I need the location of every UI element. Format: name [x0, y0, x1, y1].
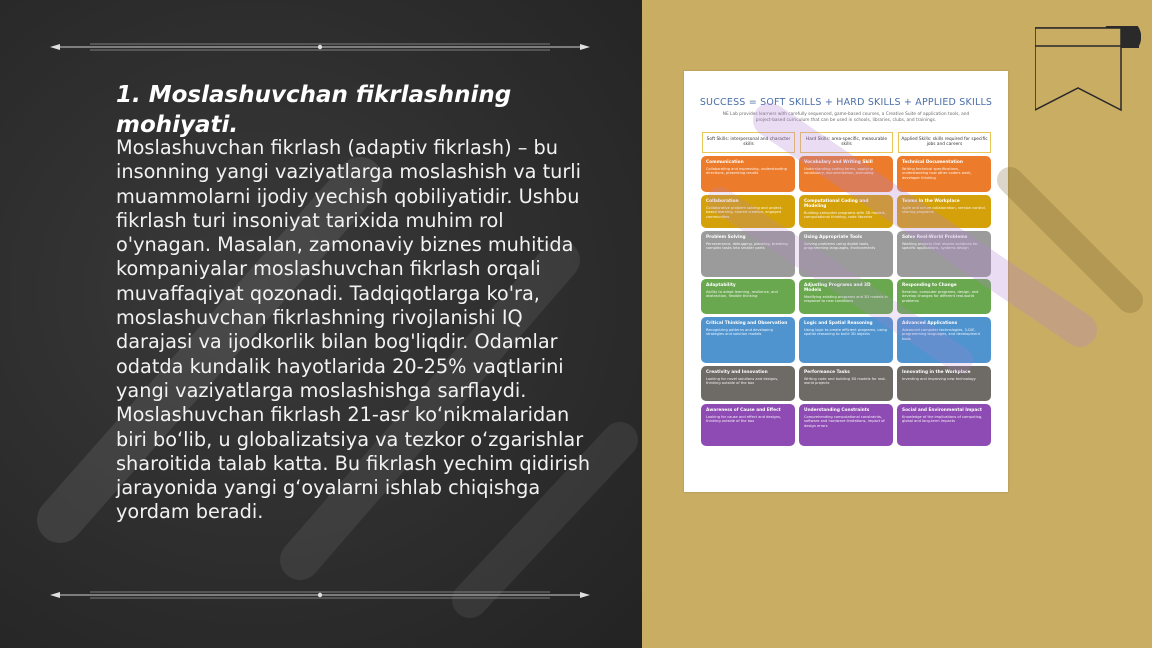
skill-tile-title: Solve Real-World Problems [902, 235, 968, 240]
skill-tile-title: Vocabulary and Writing Skill [804, 160, 873, 165]
skill-tile-title: Computational Coding and Modeling [804, 199, 869, 209]
skill-tile-title: Advanced Applications [902, 321, 958, 326]
skill-tile-title: Teams in the Workplace [902, 199, 960, 204]
skill-tile [701, 195, 795, 228]
skill-tile-description: Writing technical specifications, understanding how other coders work, developer thinking [902, 167, 972, 180]
skill-tile-description: Using logic to create efficient programs, using spatial reasoning to build 3D objects [804, 328, 888, 337]
skill-tile-description: Collaborating and expressing, understanding directions, presenting results [706, 167, 787, 176]
top-ornament-divider [50, 40, 590, 54]
skill-tile-description: Inventing and improving new technology [902, 377, 976, 381]
skill-tile [897, 195, 991, 228]
skill-tile [897, 317, 991, 363]
skill-tile-description: Knowledge of the implications of computing, global and long-term impacts [902, 415, 983, 424]
skill-tile-title: Logic and Spatial Reasoning [804, 321, 873, 326]
skills-infographic [684, 71, 1008, 492]
skill-tile-title: Communication [706, 160, 744, 165]
column-header-hard-skills: Hard Skills: area-specific, measurable skills [800, 132, 893, 153]
slide-body-text: Moslashuvchan fikrlash (adaptiv fikrlash) – bu insonning yangi vaziyatlarga moslashish va turli muammolarni ijodiy yechish qobiliyatidir. Ushbu fikrlash turi insoniyat tarixida muhim rol o'ynagan. Masalan, zamonaviy biznes muhitida kompaniyalar moslashuvchan fikrlash orqali muvaffaqiyat qozonadi. Tadqiqotlarga ko'ra, moslashuvchan fikrlashning rivojlanishi IQ darajasi va ijodkorlik bilan bog'liqdir. Odamlar odatda kundalik hayotlarida 20-25% vaqtlarini yangi vaziyatlarga moslashishga sarflaydi. Moslashuvchan fikrlash 21-asr ko‘nikmalaridan biri bo‘lib, u globalizatsiya va tezkor o‘zgarishlar sharoitida talab katta. Bu fikrlash yechim qidirish jarayonida yangi g‘oyalarni ishlab chiqishga yordam beradi. [116, 136, 591, 524]
skill-tile-description: Writing code and building 3D models for real-world projects [804, 377, 886, 386]
skill-tile [799, 195, 893, 228]
skill-tile-description: Perseverance, debugging, planning, breaking complex tasks into smaller parts [706, 242, 788, 251]
skill-tile-title: Technical Documentation [902, 160, 963, 165]
skill-tile-description: Solving problems using digital tools, programming languages, environments [804, 242, 876, 251]
skill-tile-title: Problem Solving [706, 235, 746, 240]
skill-tile-title: Creativity and Innovation [706, 370, 768, 375]
skill-tile [701, 404, 795, 446]
skill-tile [799, 404, 893, 446]
skill-tile [897, 404, 991, 446]
infographic-subtitle: NE Lab provides learners with carefully sequenced, game-based courses, a Creative Suite of application tools, and project-based curriculum that can be used in schools, libraries, clubs, and trainings. [722, 112, 970, 123]
skill-tile-description: Collaborative problem solving and project-based learning, shared creation, engaged communities [706, 206, 783, 219]
column-header-soft-skills: Soft Skills: interpersonal and character skills [702, 132, 795, 153]
skill-tile-title: Critical Thinking and Observation [706, 321, 788, 326]
skill-tile [701, 156, 795, 192]
skill-tile-title: Adjusting Programs and 3D Models [804, 283, 871, 293]
skill-tile-description: Building computer programs with 3D models, computational thinking, code libraries [804, 211, 886, 220]
skill-tile-description: Agile and scrum collaboration, version control, sharing programs [902, 206, 986, 215]
bottom-ornament-divider [50, 588, 590, 602]
skill-tile [799, 366, 893, 401]
skill-tile [897, 156, 991, 192]
skill-tile [897, 279, 991, 314]
skill-tile-title: Using Appropriate Tools [804, 235, 863, 240]
skill-tile-title: Performance Tasks [804, 370, 850, 375]
skill-tile [897, 231, 991, 277]
skill-tile-title: Social and Environmental Impact [902, 408, 982, 413]
skill-tile [897, 366, 991, 401]
skill-tile-description: Advanced computer technologies, 3-D/E, programming languages, and development tools [902, 328, 981, 341]
skill-tile [701, 279, 795, 314]
skill-tile [799, 279, 893, 314]
skill-tile-description: Ability to adapt learning, resilience, and abstraction, flexible thinking [706, 290, 778, 299]
skill-tile-description: Modifying existing programs and 3D models in response to new conditions [804, 295, 888, 304]
skill-tile [799, 156, 893, 192]
skill-tile [799, 231, 893, 277]
skill-tile-description: Looking for novel solutions and designs, thinking outside of the box [706, 377, 779, 386]
skill-tile-title: Understanding Constraints [804, 408, 870, 413]
skill-tile-description: Looking for cause and effect and designs, thinking outside of the box [706, 415, 782, 424]
skill-tile-description: Working projects that require solutions for specific applications, systems design [902, 242, 978, 251]
slide-title: 1. Moslashuvchan fikrlashning mohiyati. [116, 82, 512, 138]
skill-tile-title: Innovating in the Workplace [902, 370, 971, 375]
column-header-applied-skills: Applied Skills: skills required for specific jobs and careers [898, 132, 991, 153]
bookmark-icon [1035, 26, 1141, 116]
skill-tile-title: Awareness of Cause and Effect [706, 408, 781, 413]
skill-tile-description: Recognizing patterns and developing strategies and solution models [706, 328, 773, 337]
skill-tile-description: Understanding coding terms, applying vocabulary, documentation, journaling [804, 167, 874, 176]
skill-tile [701, 317, 795, 363]
skill-tile [701, 366, 795, 401]
skill-tile-description: Comprehending computational constraints, software and hardware limitations, impact of design errors [804, 415, 885, 428]
skill-tile-title: Adaptability [706, 283, 736, 288]
skill-tile-title: Responding to Change [902, 283, 957, 288]
skill-tile-description: Iteration, computer programs, design, and develop changes for different real-world problems [902, 290, 979, 303]
skill-tile [701, 231, 795, 277]
infographic-title: SUCCESS = SOFT SKILLS + HARD SKILLS + APPLIED SKILLS [699, 97, 993, 108]
skill-tile-title: Collaboration [706, 199, 739, 204]
skill-tile [799, 317, 893, 363]
